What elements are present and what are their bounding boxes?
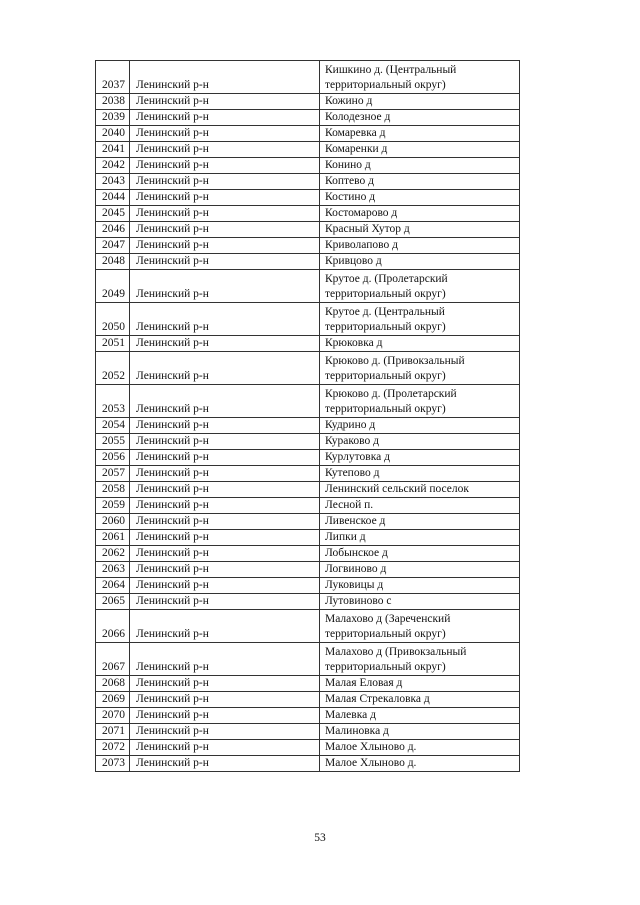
row-district: Ленинский р-н [130, 352, 320, 385]
row-district: Ленинский р-н [130, 110, 320, 126]
settlements-table [95, 60, 520, 772]
row-place: Конино д [320, 158, 520, 174]
row-number: 2044 [96, 190, 130, 206]
row-place: Малевка д [320, 708, 520, 724]
row-number: 2063 [96, 562, 130, 578]
row-district: Ленинский р-н [130, 254, 320, 270]
row-number: 2061 [96, 530, 130, 546]
table-row [96, 110, 520, 126]
row-district: Ленинский р-н [130, 724, 320, 740]
row-district: Ленинский р-н [130, 450, 320, 466]
row-place: Курлутовка д [320, 450, 520, 466]
row-number: 2070 [96, 708, 130, 724]
table-row [96, 190, 520, 206]
table-row [96, 594, 520, 610]
row-place: Малахово д (Зареченский территориальный округ) [320, 610, 520, 643]
row-district: Ленинский р-н [130, 190, 320, 206]
row-district: Ленинский р-н [130, 336, 320, 352]
row-place: Кутепово д [320, 466, 520, 482]
row-district: Ленинский р-н [130, 530, 320, 546]
row-number: 2045 [96, 206, 130, 222]
table-row [96, 206, 520, 222]
row-number: 2071 [96, 724, 130, 740]
row-place: Комаревка д [320, 126, 520, 142]
row-number: 2040 [96, 126, 130, 142]
row-place: Крюково д. (Привокзальный территориальный округ) [320, 352, 520, 385]
table-row [96, 692, 520, 708]
table-body [96, 61, 520, 772]
row-place: Кривцово д [320, 254, 520, 270]
row-number: 2037 [96, 61, 130, 94]
row-place: Кожино д [320, 94, 520, 110]
page-number: 53 [314, 832, 326, 844]
row-number: 2049 [96, 270, 130, 303]
row-number: 2065 [96, 594, 130, 610]
row-place: Костино д [320, 190, 520, 206]
row-number: 2066 [96, 610, 130, 643]
row-number: 2055 [96, 434, 130, 450]
table-row [96, 385, 520, 418]
row-district: Ленинский р-н [130, 206, 320, 222]
row-place: Колодезное д [320, 110, 520, 126]
table-row [96, 158, 520, 174]
row-district: Ленинский р-н [130, 94, 320, 110]
row-number: 2073 [96, 756, 130, 772]
row-district: Ленинский р-н [130, 142, 320, 158]
row-district: Ленинский р-н [130, 158, 320, 174]
row-district: Ленинский р-н [130, 303, 320, 336]
row-district: Ленинский р-н [130, 174, 320, 190]
table-row [96, 418, 520, 434]
row-district: Ленинский р-н [130, 610, 320, 643]
row-number: 2056 [96, 450, 130, 466]
row-place: Логвиново д [320, 562, 520, 578]
row-number: 2042 [96, 158, 130, 174]
row-district: Ленинский р-н [130, 466, 320, 482]
row-number: 2043 [96, 174, 130, 190]
row-number: 2059 [96, 498, 130, 514]
table-row [96, 238, 520, 254]
row-district: Ленинский р-н [130, 270, 320, 303]
row-place: Малая Еловая д [320, 676, 520, 692]
row-place: Малахово д (Привокзальный территориальный округ) [320, 643, 520, 676]
table-row [96, 450, 520, 466]
table-row [96, 352, 520, 385]
row-place: Красный Хутор д [320, 222, 520, 238]
row-district: Ленинский р-н [130, 676, 320, 692]
row-district: Ленинский р-н [130, 756, 320, 772]
row-district: Ленинский р-н [130, 434, 320, 450]
table-row [96, 578, 520, 594]
table-row [96, 546, 520, 562]
row-district: Ленинский р-н [130, 578, 320, 594]
row-number: 2060 [96, 514, 130, 530]
table-row [96, 303, 520, 336]
row-number: 2053 [96, 385, 130, 418]
row-place: Коптево д [320, 174, 520, 190]
row-number: 2068 [96, 676, 130, 692]
row-place: Крюково д. (Пролетарский территориальный округ) [320, 385, 520, 418]
table-row [96, 482, 520, 498]
row-number: 2050 [96, 303, 130, 336]
table-row [96, 126, 520, 142]
row-district: Ленинский р-н [130, 740, 320, 756]
row-number: 2069 [96, 692, 130, 708]
row-district: Ленинский р-н [130, 222, 320, 238]
row-district: Ленинский р-н [130, 418, 320, 434]
row-place: Ливенское д [320, 514, 520, 530]
row-place: Крюковка д [320, 336, 520, 352]
table-row [96, 724, 520, 740]
row-number: 2057 [96, 466, 130, 482]
row-number: 2052 [96, 352, 130, 385]
row-place: Кишкино д. (Центральный территориальный округ) [320, 61, 520, 94]
row-district: Ленинский р-н [130, 61, 320, 94]
row-place: Ленинский сельский поселок [320, 482, 520, 498]
row-place: Малая Стрекаловка д [320, 692, 520, 708]
table-row [96, 61, 520, 94]
table-row [96, 270, 520, 303]
row-district: Ленинский р-н [130, 594, 320, 610]
row-number: 2051 [96, 336, 130, 352]
table-row [96, 336, 520, 352]
row-place: Кураково д [320, 434, 520, 450]
table-row [96, 708, 520, 724]
row-number: 2046 [96, 222, 130, 238]
table-row [96, 434, 520, 450]
table-row [96, 94, 520, 110]
row-place: Лесной п. [320, 498, 520, 514]
row-place: Малое Хлыново д. [320, 756, 520, 772]
row-district: Ленинский р-н [130, 562, 320, 578]
row-place: Малиновка д [320, 724, 520, 740]
row-place: Лутовиново с [320, 594, 520, 610]
row-place: Малое Хлыново д. [320, 740, 520, 756]
row-place: Комаренки д [320, 142, 520, 158]
table-row [96, 643, 520, 676]
row-district: Ленинский р-н [130, 385, 320, 418]
row-number: 2048 [96, 254, 130, 270]
row-place: Луковицы д [320, 578, 520, 594]
row-district: Ленинский р-н [130, 238, 320, 254]
row-number: 2041 [96, 142, 130, 158]
row-place: Липки д [320, 530, 520, 546]
table-row [96, 530, 520, 546]
row-number: 2058 [96, 482, 130, 498]
row-district: Ленинский р-н [130, 643, 320, 676]
table-row [96, 498, 520, 514]
table-row [96, 222, 520, 238]
row-number: 2067 [96, 643, 130, 676]
row-place: Костомарово д [320, 206, 520, 222]
table-row [96, 514, 520, 530]
row-number: 2039 [96, 110, 130, 126]
table-row [96, 254, 520, 270]
row-place: Лобынское д [320, 546, 520, 562]
row-place: Крутое д. (Пролетарский территориальный округ) [320, 270, 520, 303]
row-district: Ленинский р-н [130, 546, 320, 562]
row-number: 2054 [96, 418, 130, 434]
row-number: 2062 [96, 546, 130, 562]
row-district: Ленинский р-н [130, 482, 320, 498]
row-number: 2047 [96, 238, 130, 254]
table-row [96, 466, 520, 482]
row-district: Ленинский р-н [130, 514, 320, 530]
table-row [96, 610, 520, 643]
row-place: Крутое д. (Центральный территориальный округ) [320, 303, 520, 336]
row-district: Ленинский р-н [130, 708, 320, 724]
row-place: Криволапово д [320, 238, 520, 254]
table-row [96, 142, 520, 158]
row-number: 2064 [96, 578, 130, 594]
row-place: Кудрино д [320, 418, 520, 434]
table-row [96, 676, 520, 692]
row-district: Ленинский р-н [130, 498, 320, 514]
row-district: Ленинский р-н [130, 692, 320, 708]
row-number: 2072 [96, 740, 130, 756]
table-row [96, 756, 520, 772]
table-row [96, 174, 520, 190]
table-row [96, 562, 520, 578]
table-row [96, 740, 520, 756]
row-number: 2038 [96, 94, 130, 110]
row-district: Ленинский р-н [130, 126, 320, 142]
